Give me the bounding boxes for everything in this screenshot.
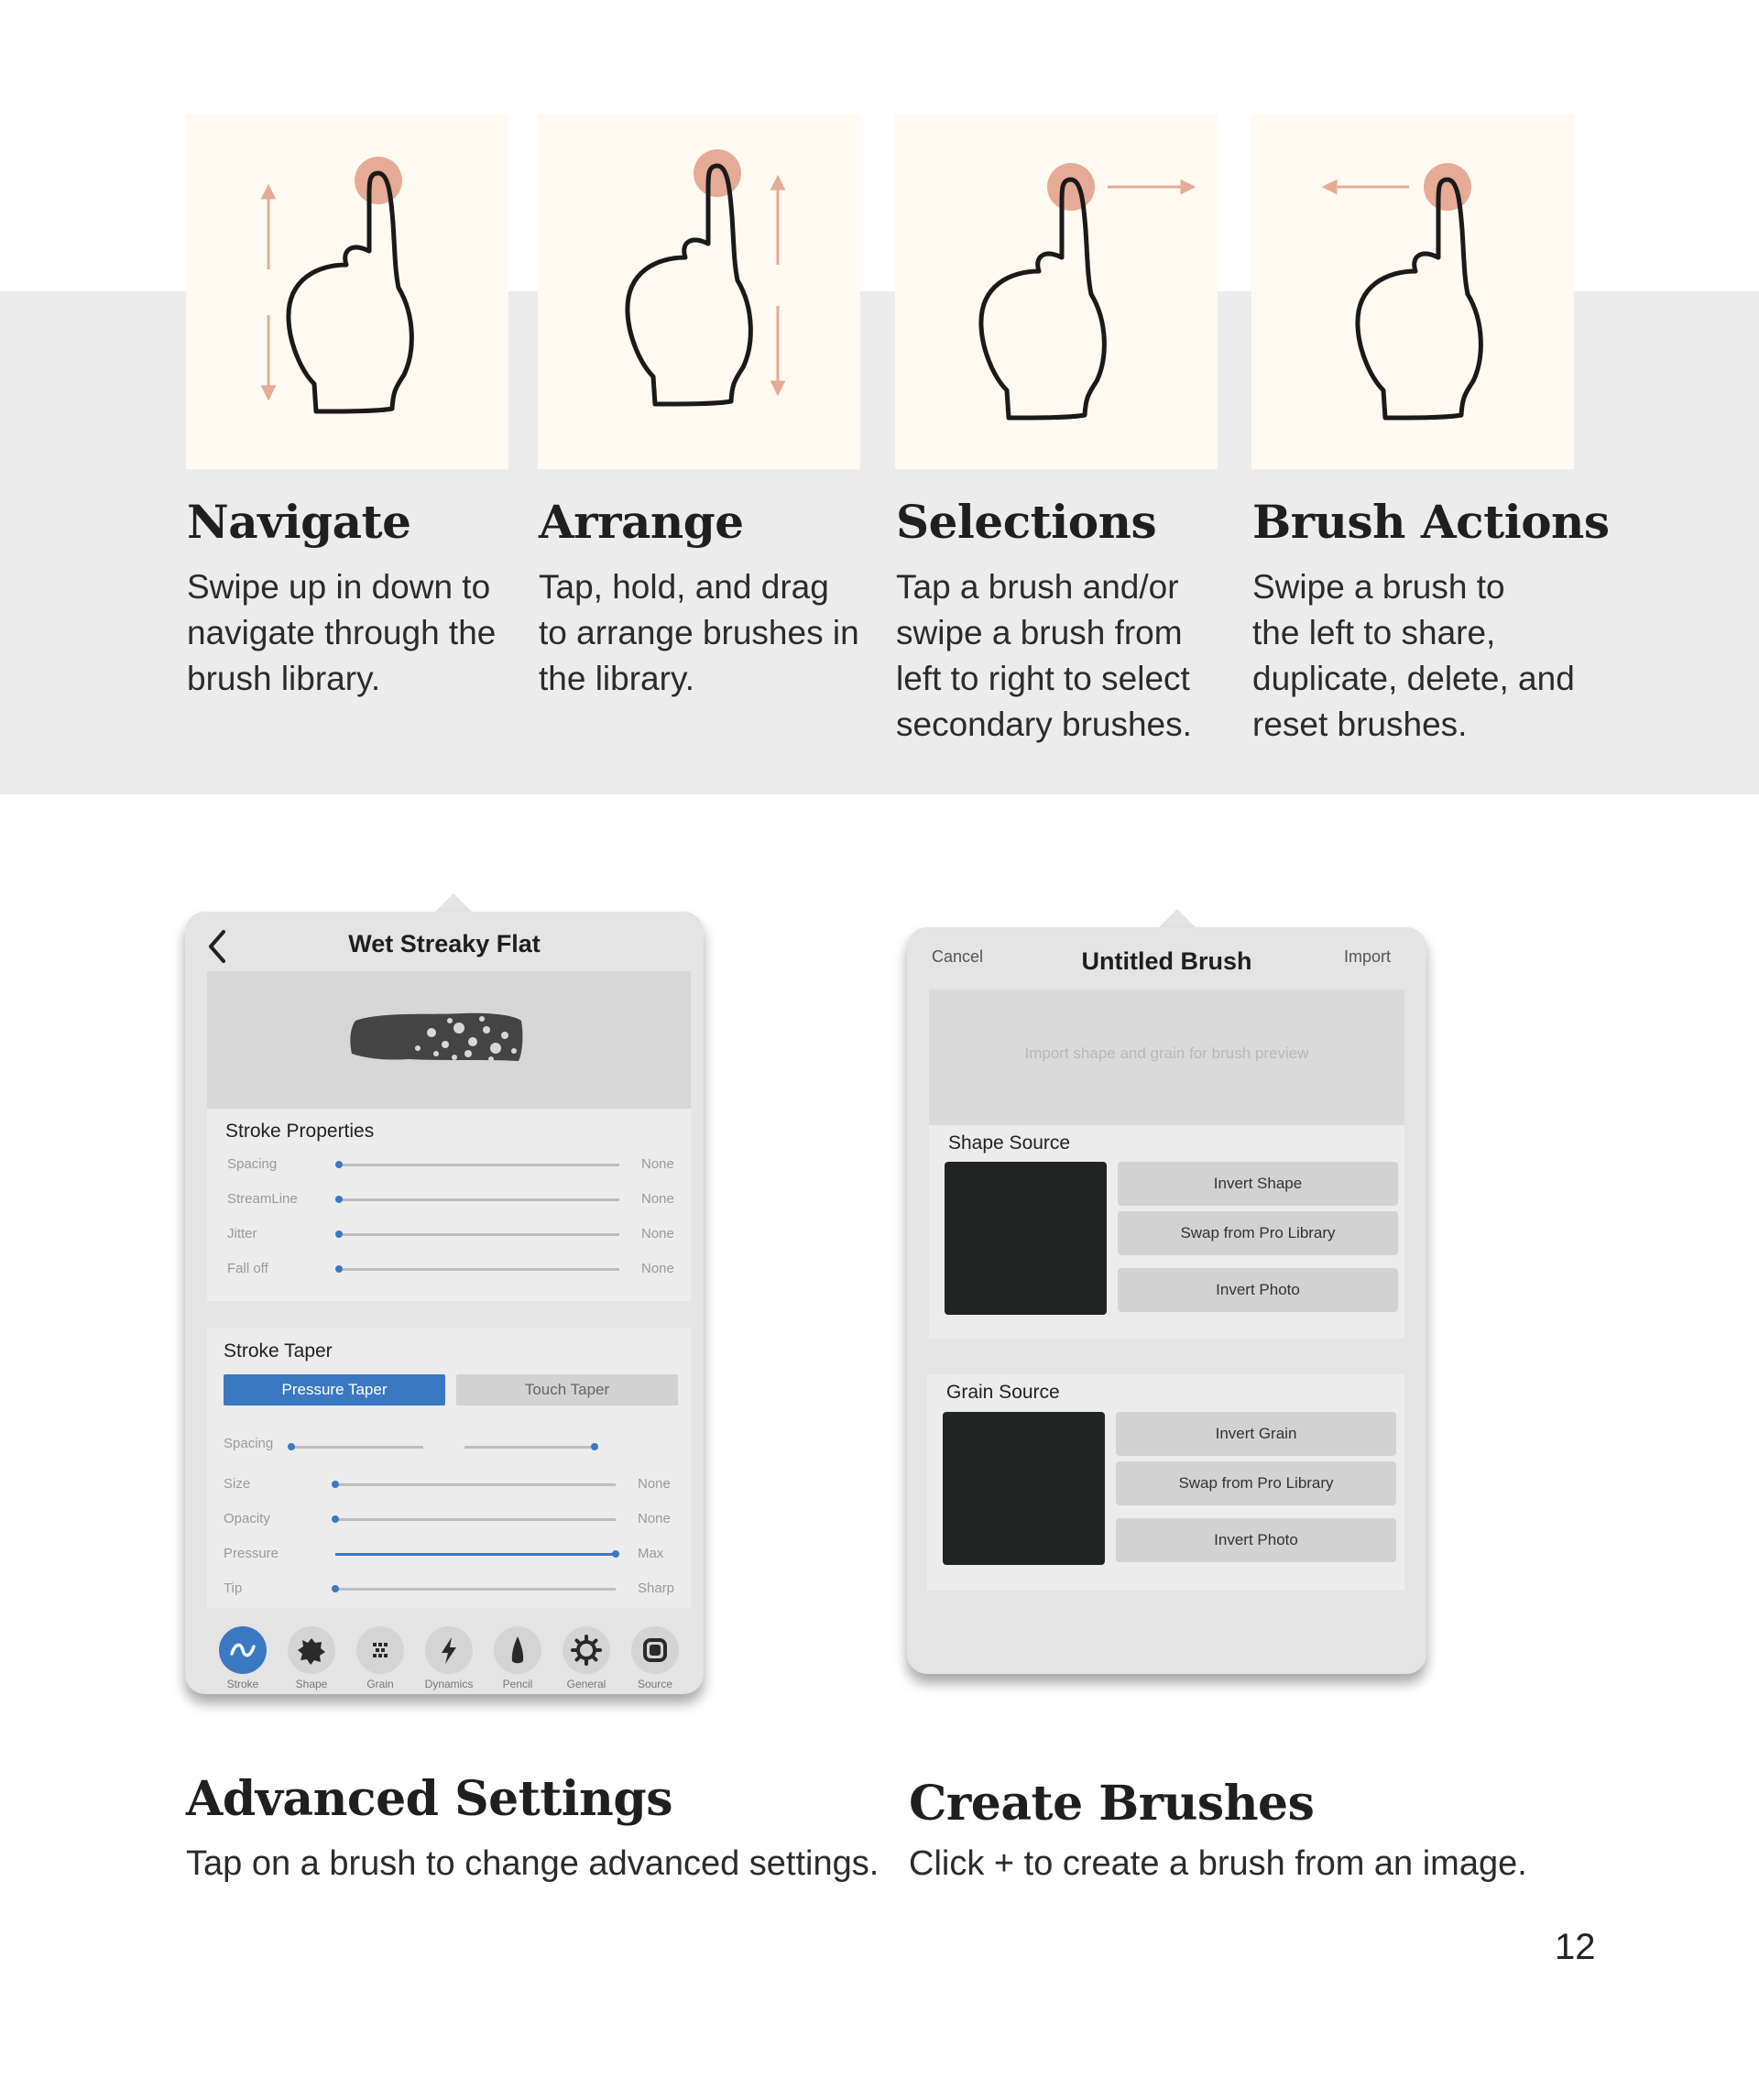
cancel-button[interactable]: Cancel [932,947,984,966]
create-brushes-title: Create Brushes [909,1776,1315,1832]
taper-spacing-left-handle[interactable] [288,1443,295,1450]
invert-grain-button[interactable]: Invert Grain [1116,1412,1396,1456]
size-slider-handle[interactable] [332,1481,339,1488]
pressure-taper-tab[interactable]: Pressure Taper [224,1374,445,1405]
selections-illustration [895,114,1218,469]
hand-swipe-left-icon [1251,114,1574,469]
falloff-slider[interactable] [339,1268,619,1271]
create-brushes-description: Click + to create a brush from an image. [909,1844,1527,1883]
arrange-illustration [538,114,860,469]
brush-actions-illustration [1251,114,1574,469]
brush-actions-title: Brush Actions [1252,495,1610,549]
tip-label: Tip [224,1580,243,1596]
shape-swap-pro-library-button[interactable]: Swap from Pro Library [1118,1211,1398,1255]
grain-invert-photo-button[interactable]: Invert Photo [1116,1518,1396,1562]
brush-stroke-preview-icon [344,1001,528,1069]
stroke-properties-title: Stroke Properties [225,1121,375,1142]
opacity-value: None [638,1511,671,1526]
advanced-panel-pointer [435,893,472,912]
streamline-value: None [641,1191,674,1207]
create-panel-pointer [1159,909,1196,927]
tool-shape[interactable] [288,1626,335,1674]
shape-invert-photo-button[interactable]: Invert Photo [1118,1268,1398,1312]
pencil-tip-icon [494,1626,541,1674]
shape-source-title: Shape Source [948,1132,1071,1154]
navigate-title: Navigate [187,495,411,549]
jitter-slider[interactable] [339,1233,619,1236]
tip-slider-handle[interactable] [332,1585,339,1592]
advanced-settings-panel [185,912,704,1694]
spacing-slider-handle[interactable] [335,1161,343,1168]
stroke-taper-title: Stroke Taper [224,1340,333,1362]
brush-name-title: Wet Streaky Flat [348,930,541,957]
jitter-slider-handle[interactable] [335,1230,343,1238]
navigate-description: Swipe up in down to navigate through the brush library. [187,568,497,697]
shape-blob-icon [288,1626,335,1674]
pressure-label: Pressure [224,1546,279,1561]
jitter-label: Jitter [227,1226,257,1241]
arrange-title: Arrange [539,495,744,549]
lightning-icon [425,1626,473,1674]
touch-taper-tab[interactable]: Touch Taper [456,1374,678,1405]
jitter-value: None [641,1226,674,1241]
tool-general-label: General [566,1678,606,1690]
untitled-brush-title: Untitled Brush [1081,947,1252,975]
import-button[interactable]: Import [1344,947,1392,966]
advanced-settings-title: Advanced Settings [186,1771,672,1827]
opacity-slider-handle[interactable] [332,1515,339,1523]
tool-dynamics-label: Dynamics [424,1678,474,1690]
falloff-value: None [641,1261,674,1276]
brush-preview-placeholder [929,990,1404,1125]
tool-pencil-label: Pencil [502,1678,533,1690]
gear-icon [563,1626,610,1674]
hand-swipe-right-icon [895,114,1218,469]
tool-source-label: Source [637,1678,673,1690]
brush-preview-area [207,971,691,1109]
spacing-slider[interactable] [339,1164,619,1166]
selections-description: Tap a brush and/or swipe a brush from left to right to select secondary brushes. [896,568,1192,743]
tool-stroke-label: Stroke [226,1678,259,1690]
tool-grain-label: Grain [366,1678,394,1690]
arrange-description: Tap, hold, and drag to arrange brushes in the library. [539,568,859,697]
create-brush-panel [907,927,1426,1674]
tool-stroke[interactable] [219,1626,267,1674]
size-slider[interactable] [335,1483,616,1486]
invert-shape-button[interactable]: Invert Shape [1118,1162,1398,1206]
stroke-taper-section [207,1329,691,1608]
advanced-settings-description: Tap on a brush to change advanced settings. [186,1844,880,1883]
grain-swap-pro-library-button[interactable]: Swap from Pro Library [1116,1461,1396,1505]
tool-source[interactable] [631,1626,679,1674]
hand-swipe-vertical-icon [186,114,508,469]
spacing-value: None [641,1156,674,1172]
tool-dynamics[interactable] [425,1626,473,1674]
pressure-slider-handle[interactable] [612,1550,619,1558]
grain-source-thumbnail[interactable] [943,1412,1105,1565]
preview-hint: Import shape and grain for brush preview [1024,1045,1309,1062]
falloff-slider-handle[interactable] [335,1265,343,1273]
stroke-wave-icon [219,1626,267,1674]
taper-spacing-right-slider[interactable] [464,1446,596,1449]
pressure-slider[interactable] [335,1553,616,1556]
tool-pencil[interactable] [494,1626,541,1674]
taper-spacing-right-handle[interactable] [591,1443,598,1450]
tool-grain[interactable] [356,1626,404,1674]
grain-source-title: Grain Source [946,1382,1060,1403]
taper-spacing-left-slider[interactable] [291,1446,423,1449]
opacity-slider[interactable] [335,1518,616,1521]
navigate-illustration [186,114,508,469]
hand-drag-vertical-icon [538,114,860,469]
falloff-label: Fall off [227,1261,268,1276]
tool-general[interactable] [563,1626,610,1674]
grain-grid-icon [356,1626,404,1674]
tool-shape-label: Shape [295,1678,328,1690]
streamline-slider[interactable] [339,1198,619,1201]
spacing-label: Spacing [227,1156,278,1172]
selections-title: Selections [896,495,1157,549]
tip-slider[interactable] [335,1588,616,1591]
taper-spacing-label: Spacing [224,1436,274,1451]
brush-actions-description: Swipe a brush to the left to share, duplicate, delete, and reset brushes. [1252,568,1575,743]
page-number: 12 [1555,1927,1596,1967]
source-square-icon [631,1626,679,1674]
streamline-label: StreamLine [227,1191,298,1207]
size-value: None [638,1476,671,1492]
size-label: Size [224,1476,251,1492]
streamline-slider-handle[interactable] [335,1196,343,1203]
pressure-value: Max [638,1546,664,1561]
opacity-label: Opacity [224,1511,270,1526]
shape-source-thumbnail[interactable] [945,1162,1107,1315]
tip-value: Sharp [638,1580,675,1596]
